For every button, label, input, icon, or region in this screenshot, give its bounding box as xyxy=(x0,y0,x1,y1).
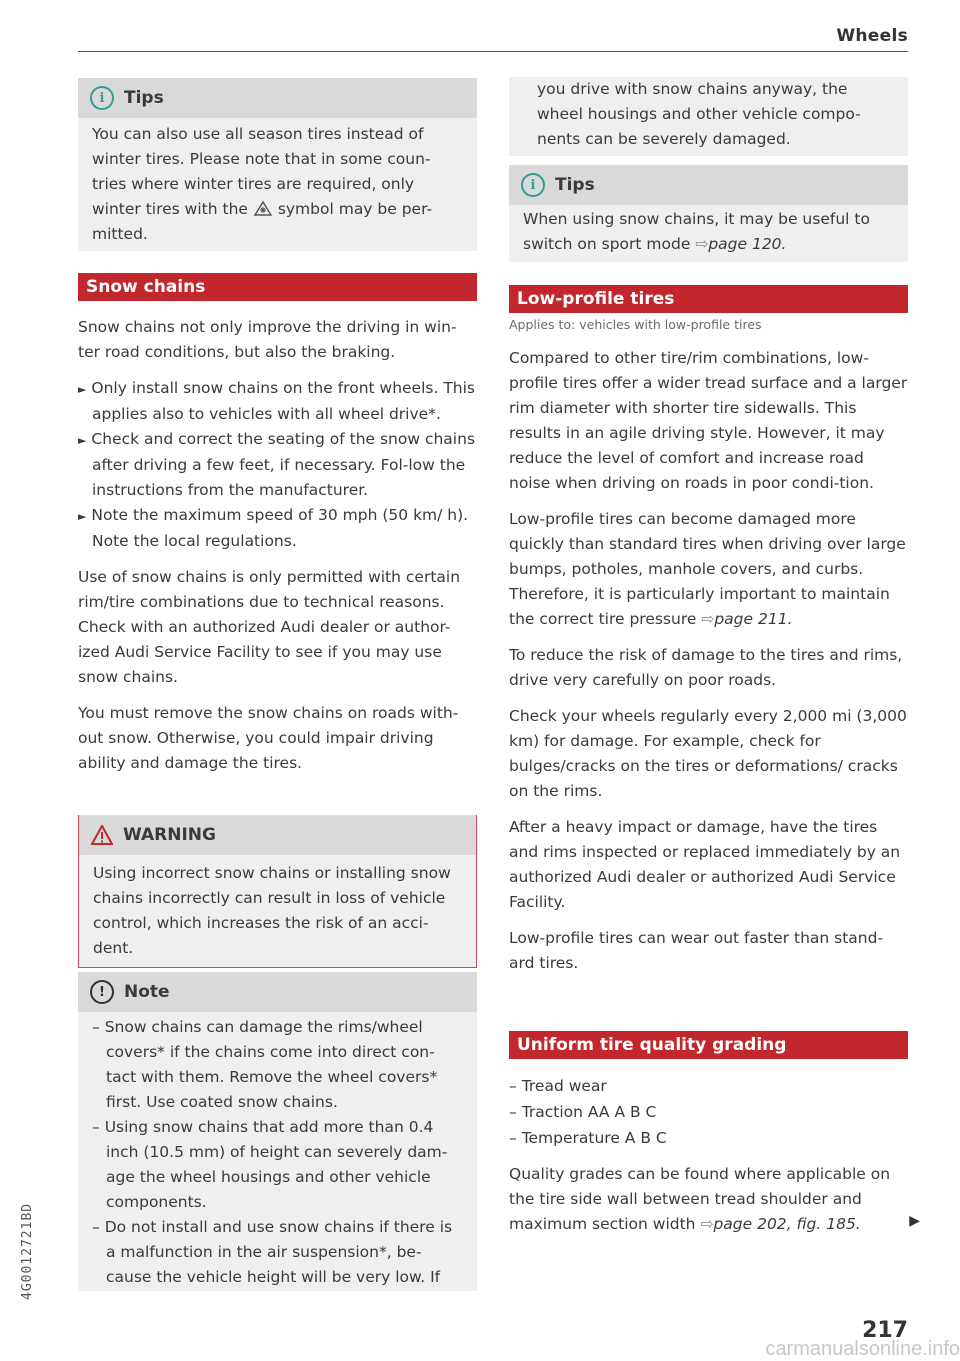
tips-body xyxy=(78,118,477,251)
info-icon: i xyxy=(90,86,114,110)
tips-text: You can also use all season tires instead of winter tires. Please note that in some coun-tries where winter tires are required, only winter tires with the xyxy=(92,125,431,218)
tips-label: Tips xyxy=(124,88,164,108)
utqg-list xyxy=(509,1073,908,1151)
low-profile-para: Check your wheels regularly every 2,000 mi (3,000 km) for damage. For example, check for bulges/cracks on the tires or deformations/ cracks on the rims. xyxy=(509,707,907,800)
note-body xyxy=(78,1012,477,1296)
page-ref-link[interactable]: page 211. xyxy=(714,610,793,628)
note-label: Note xyxy=(124,982,170,1002)
tips-box xyxy=(78,78,477,251)
winter-tire-symbol-icon xyxy=(253,200,273,216)
page-ref-link[interactable]: page 202, fig. 185. xyxy=(713,1215,861,1233)
page-ref-arrow-icon: ⇨ xyxy=(701,610,715,628)
applies-to-text: Applies to: vehicles with low-profile tires xyxy=(509,317,762,332)
warning-text: Using incorrect snow chains or installing snow chains incorrectly can result in loss of vehicle control, which increases the risk of an acci-dent. xyxy=(93,864,451,957)
header-rule xyxy=(78,51,908,52)
tips-body-2 xyxy=(509,205,908,262)
note-box xyxy=(78,972,477,1291)
tips-text-end: symbol may be per-mitted. xyxy=(92,200,433,243)
low-profile-para: After a heavy impact or damage, have the tires and rims inspected or replaced immediately by an authorized Audi dealer or authorized Audi Service Facility. xyxy=(509,818,901,911)
snow-chains-intro: Snow chains not only improve the driving in win-ter road conditions, but also the braking. xyxy=(78,318,457,361)
note-item: – Do not install and use snow chains if there is a malfunction in the air suspension*, be-cause the vehicle height will be very low. If xyxy=(92,1218,453,1286)
watermark: carmanualsonline.info xyxy=(765,1338,960,1360)
low-profile-para: Compared to other tire/rim combinations, low-profile tires offer a wider tread surface and a larger rim diameter with shorter tire sidewalls. This results in an agile driving style. However, it may reduce the level of comfort and increase road noise when driving on roads in poor condi-tion. xyxy=(509,349,908,492)
info-icon: i xyxy=(521,173,545,197)
low-profile-heading: Low-profile tires xyxy=(509,285,908,313)
low-profile-para: Low-profile tires can wear out faster than stand-ard tires. xyxy=(509,929,884,972)
bullet-item: ► Note the maximum speed of 30 mph (50 km/ h). Note the local regulations. xyxy=(78,506,469,550)
page-ref-link[interactable]: page 120. xyxy=(708,235,787,253)
warning-header xyxy=(79,815,476,855)
note-continued-text: you drive with snow chains anyway, the wheel housings and other vehicle compo-nents can be severely damaged. xyxy=(537,80,861,148)
tips-header-2 xyxy=(509,165,908,205)
page-ref-arrow-icon: ⇨ xyxy=(695,235,709,253)
document-code: 4G0012721BD xyxy=(20,1202,35,1300)
tips-text-2: When using snow chains, it may be useful to switch on sport mode xyxy=(523,210,870,253)
utqg-para: Quality grades can be found where applicable on the tire side wall between tread shoulder and maximum section width ⇨page 202, fig. 185. xyxy=(509,1165,891,1233)
note-header xyxy=(78,972,477,1012)
low-profile-para: To reduce the risk of damage to the tires and rims, drive very carefully on poor roads. xyxy=(509,646,903,689)
utqg-heading: Uniform tire quality grading xyxy=(509,1031,908,1059)
utqg-item: – Tread wear xyxy=(509,1077,607,1095)
warning-box xyxy=(78,815,477,968)
utqg-item: – Temperature A B C xyxy=(509,1129,667,1147)
note-item: – Snow chains can damage the rims/wheel covers* if the chains come into direct con-tact with them. Remove the wheel covers* first. Use coated snow chains. xyxy=(92,1018,438,1111)
snow-chains-bullets xyxy=(78,376,477,554)
bullet-item: ► Check and correct the seating of the snow chains after driving a few feet, if necessary. Fol-low the instructions from the manufacturer. xyxy=(78,430,476,499)
low-profile-para: Low-profile tires can become damaged more quickly than standard tires when driving over large bumps, potholes, manhole covers, and curbs. Therefore, it is particularly important to maintain the correct tire pressure ⇨page 211. xyxy=(509,510,906,628)
page-number: 217 xyxy=(862,1318,908,1343)
note-item: – Using snow chains that add more than 0.4 inch (10.5 mm) of height can severely dam-age the wheel housings and other vehicle components. xyxy=(92,1118,448,1211)
tips-box-2 xyxy=(509,165,908,262)
warning-label: WARNING xyxy=(123,825,216,845)
snow-chains-para3: You must remove the snow chains on roads with-out snow. Otherwise, you could impair driving ability and damage the tires. xyxy=(78,704,459,772)
page-ref-arrow-icon: ⇨ xyxy=(700,1215,714,1233)
tips-header xyxy=(78,78,477,118)
continue-arrow-icon: ▶ xyxy=(909,1213,920,1229)
bullet-item: ► Only install snow chains on the front wheels. This applies also to vehicles with all wheel drive*. xyxy=(78,379,476,423)
exclamation-circle-icon: ! xyxy=(90,980,114,1004)
warning-triangle-icon xyxy=(91,825,113,845)
tips-label-2: Tips xyxy=(555,175,595,195)
utqg-item: – Traction AA A B C xyxy=(509,1103,657,1121)
section-title: Wheels xyxy=(836,26,908,46)
note-continued-box xyxy=(509,77,908,156)
snow-chains-heading: Snow chains xyxy=(78,273,477,301)
snow-chains-para2: Use of snow chains is only permitted with certain rim/tire combinations due to technical reasons. Check with an authorized Audi dealer or author-ized Audi Service Facility to see if you may use snow chains. xyxy=(78,568,461,686)
